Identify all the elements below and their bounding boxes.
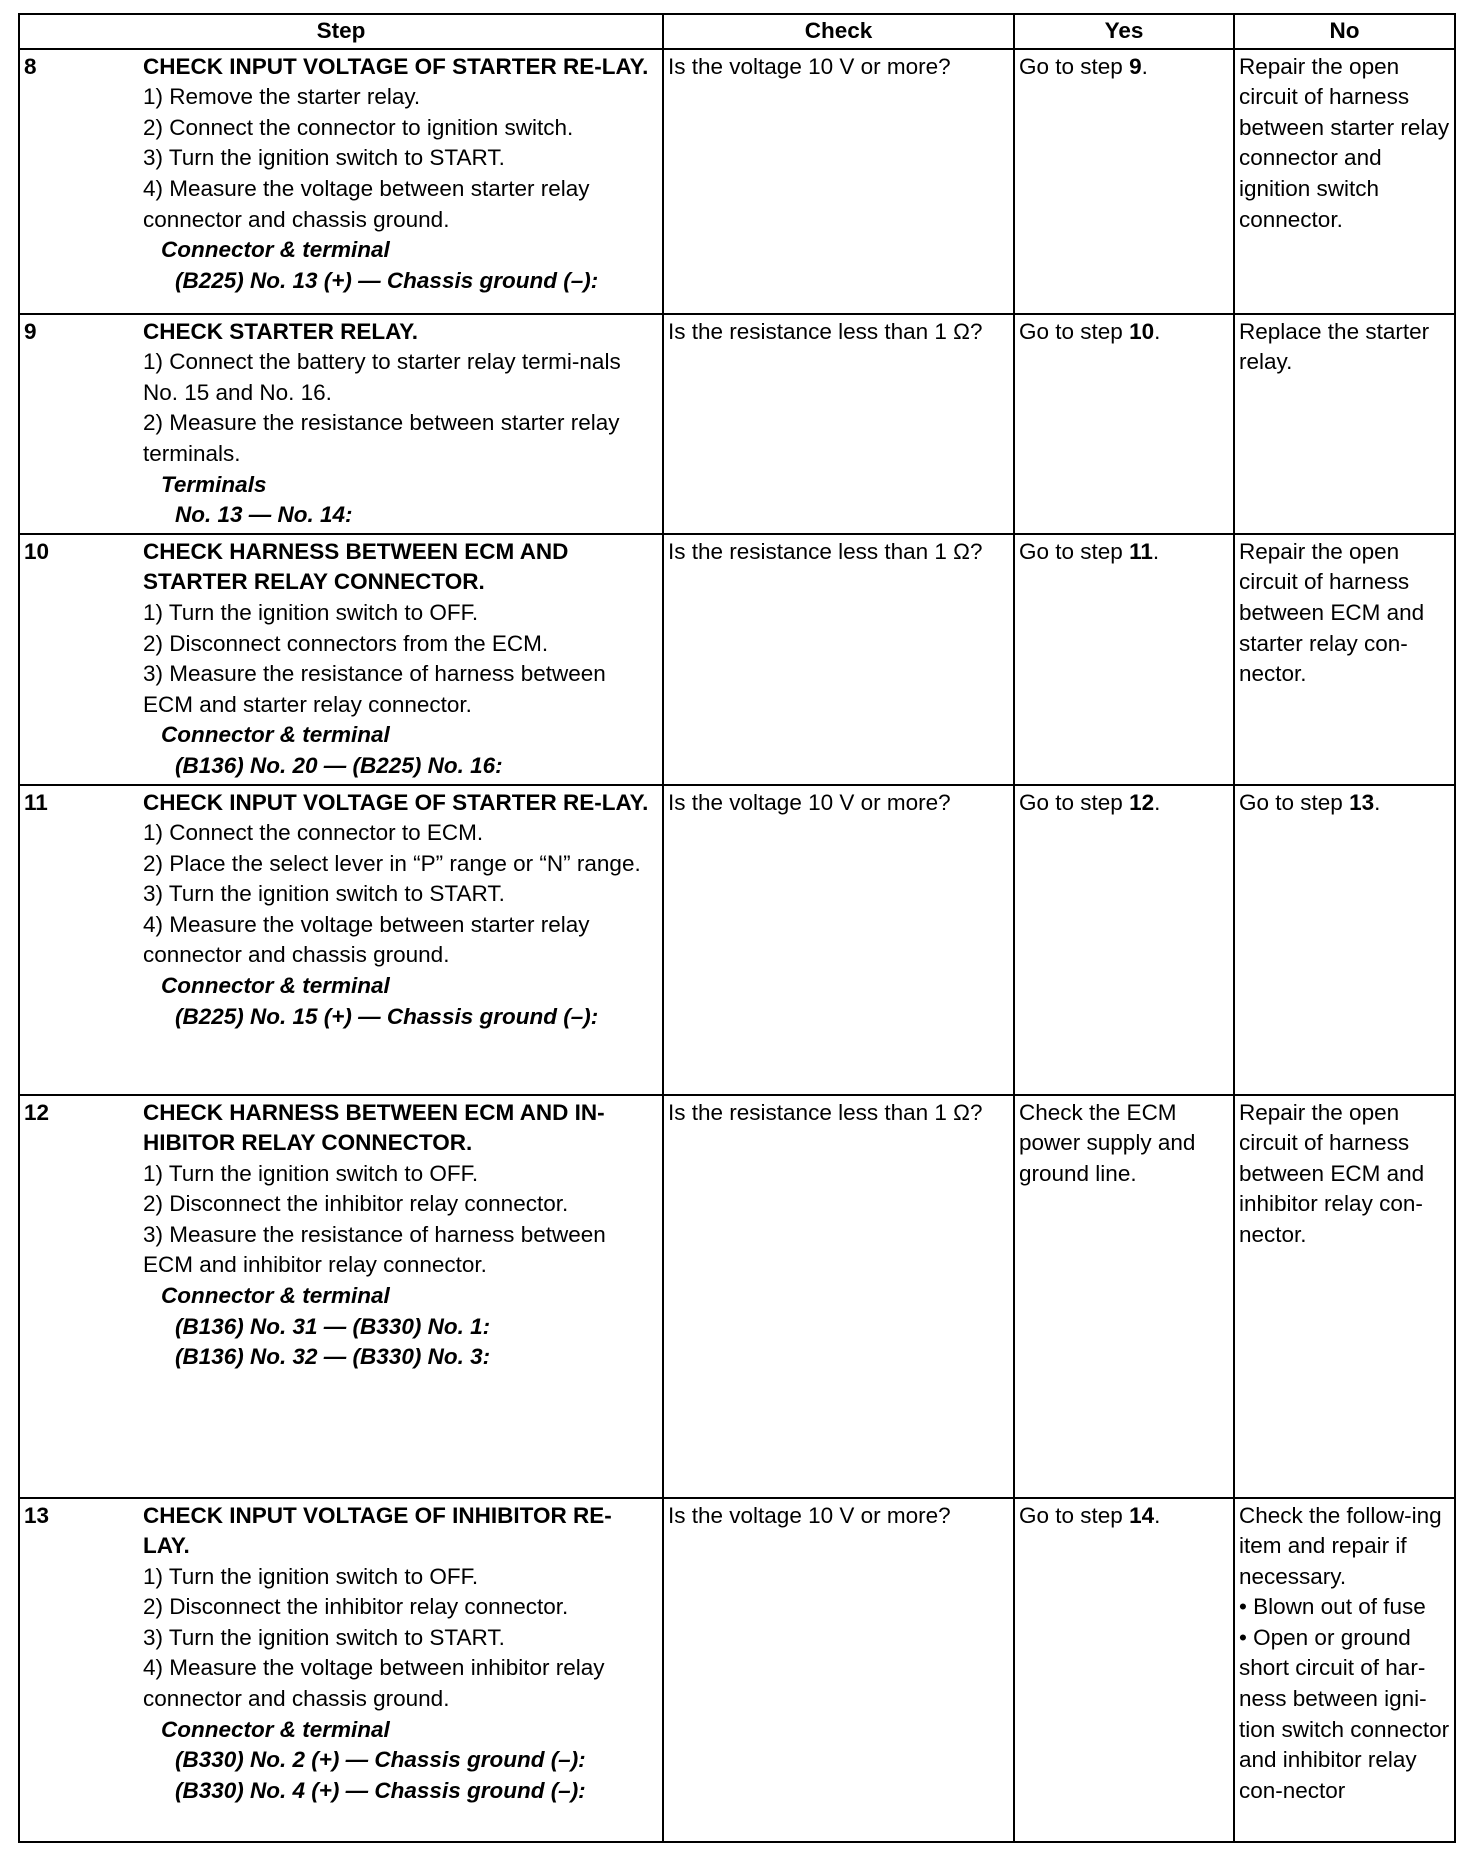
diagnostic-table: [18, 13, 1456, 1843]
step-title: CHECK STARTER RELAY.: [143, 318, 419, 344]
terminal-heading: Connector & terminal: [161, 973, 390, 999]
instruction: 1) Turn the ignition switch to OFF.: [143, 1563, 479, 1589]
step-number: 11: [24, 789, 48, 815]
no-cell: Go to step 13.: [1234, 785, 1455, 1095]
step-title: CHECK INPUT VOLTAGE OF STARTER RE-LAY.: [143, 789, 649, 815]
instruction: 3) Measure the resistance of harness between ECM and inhibitor relay connector.: [143, 1221, 606, 1278]
header-step: Step: [19, 14, 663, 49]
step-number: 13: [24, 1502, 50, 1528]
no-cell: [1234, 1498, 1455, 1842]
no-cell: Replace the starter relay.: [1234, 314, 1455, 534]
table-row: [19, 314, 1455, 534]
check-cell: Is the resistance less than 1 Ω?: [663, 534, 1014, 785]
check-cell: Is the resistance less than 1 Ω?: [663, 1095, 1014, 1498]
terminal-spec: (B330) No. 4 (+) — Chassis ground (–):: [175, 1777, 586, 1803]
yes-cell: Go to step 12.: [1014, 785, 1234, 1095]
header-no: No: [1234, 14, 1455, 49]
check-cell: Is the voltage 10 V or more?: [663, 49, 1014, 314]
instruction: 3) Turn the ignition switch to START.: [143, 1624, 505, 1650]
header-yes: Yes: [1014, 14, 1234, 49]
yes-cell: Go to step 9.: [1014, 49, 1234, 314]
check-cell: Is the voltage 10 V or more?: [663, 1498, 1014, 1842]
terminal-spec: (B225) No. 13 (+) — Chassis ground (–):: [175, 267, 599, 293]
step-title: CHECK INPUT VOLTAGE OF STARTER RE-LAY.: [143, 53, 649, 79]
instruction: 1) Turn the ignition switch to OFF.: [143, 1160, 479, 1186]
instruction: 2) Disconnect connectors from the ECM.: [143, 630, 549, 656]
yes-cell: Check the ECM power supply and ground line.: [1014, 1095, 1234, 1498]
terminal-heading: Connector & terminal: [161, 722, 390, 748]
step-title: CHECK HARNESS BETWEEN ECM AND STARTER RELAY CONNECTOR.: [143, 538, 569, 595]
step-title: CHECK HARNESS BETWEEN ECM AND IN-HIBITOR RELAY CONNECTOR.: [143, 1099, 605, 1156]
instruction: 2) Disconnect the inhibitor relay connector.: [143, 1594, 569, 1620]
terminal-heading: Connector & terminal: [161, 1283, 390, 1309]
terminal-spec: No. 13 — No. 14:: [175, 502, 353, 528]
step-number: 12: [24, 1099, 50, 1125]
instruction: 3) Turn the ignition switch to START.: [143, 145, 505, 171]
bullet-item: • Open or ground short circuit of har-ness between igni-tion switch connector and inhibitor relay con-nector: [1239, 1623, 1450, 1807]
step-link: 12: [1129, 789, 1155, 815]
step-number: 8: [24, 53, 37, 79]
no-text: Check the follow-ing item and repair if necessary.: [1239, 1502, 1442, 1589]
terminal-spec: (B136) No. 32 — (B330) No. 3:: [175, 1344, 491, 1370]
instruction: 2) Disconnect the inhibitor relay connector.: [143, 1191, 569, 1217]
terminal-spec: (B225) No. 15 (+) — Chassis ground (–):: [175, 1003, 599, 1029]
instruction: 2) Place the select lever in “P” range or “N” range.: [143, 850, 641, 876]
instruction: 4) Measure the voltage between starter relay connector and chassis ground.: [143, 911, 590, 968]
terminal-heading: Terminals: [161, 471, 267, 497]
instruction: 3) Turn the ignition switch to START.: [143, 881, 505, 907]
step-link: 10: [1129, 318, 1155, 344]
terminal-heading: Connector & terminal: [161, 1716, 390, 1742]
step-number: 10: [24, 538, 50, 564]
terminal-spec: (B136) No. 20 — (B225) No. 16:: [175, 752, 503, 778]
no-cell: Repair the open circuit of harness between ECM and starter relay con-nector.: [1234, 534, 1455, 785]
terminal-spec: (B330) No. 2 (+) — Chassis ground (–):: [175, 1747, 586, 1773]
terminal-heading: Connector & terminal: [161, 237, 390, 263]
no-cell: Repair the open circuit of harness between ECM and inhibitor relay con-nector.: [1234, 1095, 1455, 1498]
step-link: 13: [1349, 789, 1375, 815]
instruction: 2) Measure the resistance between starter relay terminals.: [143, 410, 620, 466]
terminal-spec: (B136) No. 31 — (B330) No. 1:: [175, 1313, 491, 1339]
table-row: [19, 785, 1455, 1095]
table-row: [19, 1095, 1455, 1498]
table-row: [19, 49, 1455, 314]
header-check: Check: [663, 14, 1014, 49]
bullet-item: • Blown out of fuse: [1239, 1592, 1450, 1623]
table-row: [19, 1498, 1455, 1842]
step-title: CHECK INPUT VOLTAGE OF INHIBITOR RE-LAY.: [143, 1502, 612, 1559]
step-link: 9: [1129, 53, 1142, 79]
yes-cell: Go to step 11.: [1014, 534, 1234, 785]
instruction: 4) Measure the voltage between starter relay connector and chassis ground.: [143, 175, 590, 232]
instruction: 1) Remove the starter relay.: [143, 84, 421, 110]
yes-cell: Go to step 10.: [1014, 314, 1234, 534]
instruction: 2) Connect the connector to ignition switch.: [143, 114, 574, 140]
instruction: 1) Connect the connector to ECM.: [143, 820, 484, 846]
table-row: [19, 534, 1455, 785]
instruction: 3) Measure the resistance of harness between ECM and starter relay connector.: [143, 661, 606, 717]
check-cell: Is the resistance less than 1 Ω?: [663, 314, 1014, 534]
instruction: 1) Turn the ignition switch to OFF.: [143, 599, 479, 625]
instruction: 1) Connect the battery to starter relay termi-nals No. 15 and No. 16.: [143, 349, 621, 405]
instruction: 4) Measure the voltage between inhibitor relay connector and chassis ground.: [143, 1655, 605, 1712]
header-row: [19, 14, 1455, 49]
check-cell: Is the voltage 10 V or more?: [663, 785, 1014, 1095]
step-number: 9: [24, 318, 37, 344]
step-link: 14: [1129, 1502, 1155, 1528]
yes-cell: Go to step 14.: [1014, 1498, 1234, 1842]
step-link: 11: [1129, 538, 1153, 564]
no-cell: Repair the open circuit of harness between starter relay connector and ignition switch connector.: [1234, 49, 1455, 314]
